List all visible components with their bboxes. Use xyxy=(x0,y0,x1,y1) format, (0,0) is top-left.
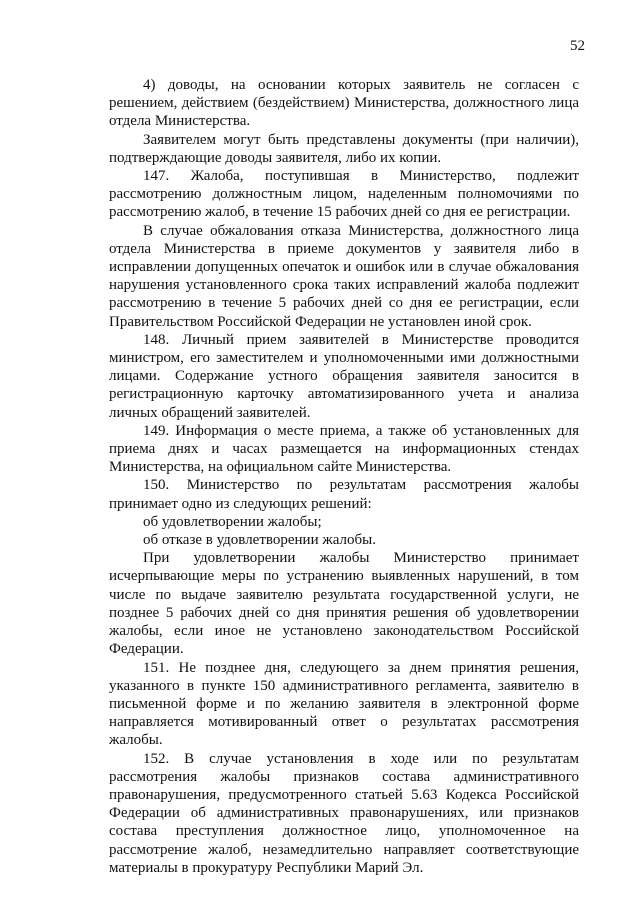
paragraph-refusal-appeal: В случае обжалования отказа Министерства, должностного лица отдела Министерства в приеме документов у заявителя либо в исправлении допущенных опечаток и ошибок или в случае обжалования нарушения установленного срока таких исправлений жалоба подлежит рассмотрению в течение 5 рабочих дней со дня ее регистрации, если Правительством Российской Федерации не установлен иной срок. xyxy=(109,222,579,330)
paragraph-152: 152. В случае установления в ходе или по результатам рассмотрения жалобы признаков состава административного правонарушения, предусмотренного статьей 5.63 Кодекса Российской Федерации об административных правонарушениях, или признаков состава преступления должностное лицо, уполномоченное на рассмотрение жалоб, незамедлительно направляет соответствующие материалы в прокуратуру Республики Марий Эл. xyxy=(109,750,579,876)
document-body xyxy=(109,76,579,877)
paragraph-151: 151. Не позднее дня, следующего за днем принятия решения, указанного в пункте 150 административного регламента, заявителю в письменной форме и по желанию заявителя в электронной форме направляется мотивированный ответ о результатах рассмотрения жалобы. xyxy=(109,659,579,749)
paragraph-149: 149. Информация о месте приема, а также об установленных для приема днях и часах размещается на информационных стендах Министерства, на официальном сайте Министерства. xyxy=(109,422,579,476)
decision-option-refuse: об отказе в удовлетворении жалобы. xyxy=(143,532,376,549)
paragraph-satisfaction-measures: При удовлетворении жалобы Министерство принимает исчерпывающие меры по устранению выявленных нарушений, в том числе по выдаче заявителю результата государственной услуги, не позднее 5 рабочих дней со дня принятия решения об удовлетворении жалобы, если иное не установлено законодательством Российской Федерации. xyxy=(109,550,579,658)
page-number: 52 xyxy=(570,38,585,54)
paragraph-147: 147. Жалоба, поступившая в Министерство, подлежит рассмотрению должностным лицом, наделенным полномочиями по рассмотрению жалоб, в течение 15 рабочих дней со дня ее регистрации. xyxy=(109,168,579,221)
paragraph-150: 150. Министерство по результатам рассмотрения жалобы принимает одно из следующих решений: xyxy=(109,477,579,512)
paragraph-supporting-documents: Заявителем могут быть представлены документы (при наличии), подтверждающие доводы заявителя, либо их копии. xyxy=(109,131,579,166)
paragraph-item-4-arguments: 4) доводы, на основании которых заявитель не согласен с решением, действием (бездействием) Министерства, должностного лица отдела Министерства. xyxy=(109,77,579,130)
decision-option-satisfy: об удовлетворении жалобы; xyxy=(143,513,322,530)
paragraph-148: 148. Личный прием заявителей в Министерстве проводится министром, его заместителем и уполномоченными ими должностными лицами. Содержание устного обращения заявителя заносится в регистрационную карточку автоматизированного учета и анализа личных обращений заявителей. xyxy=(109,331,579,421)
